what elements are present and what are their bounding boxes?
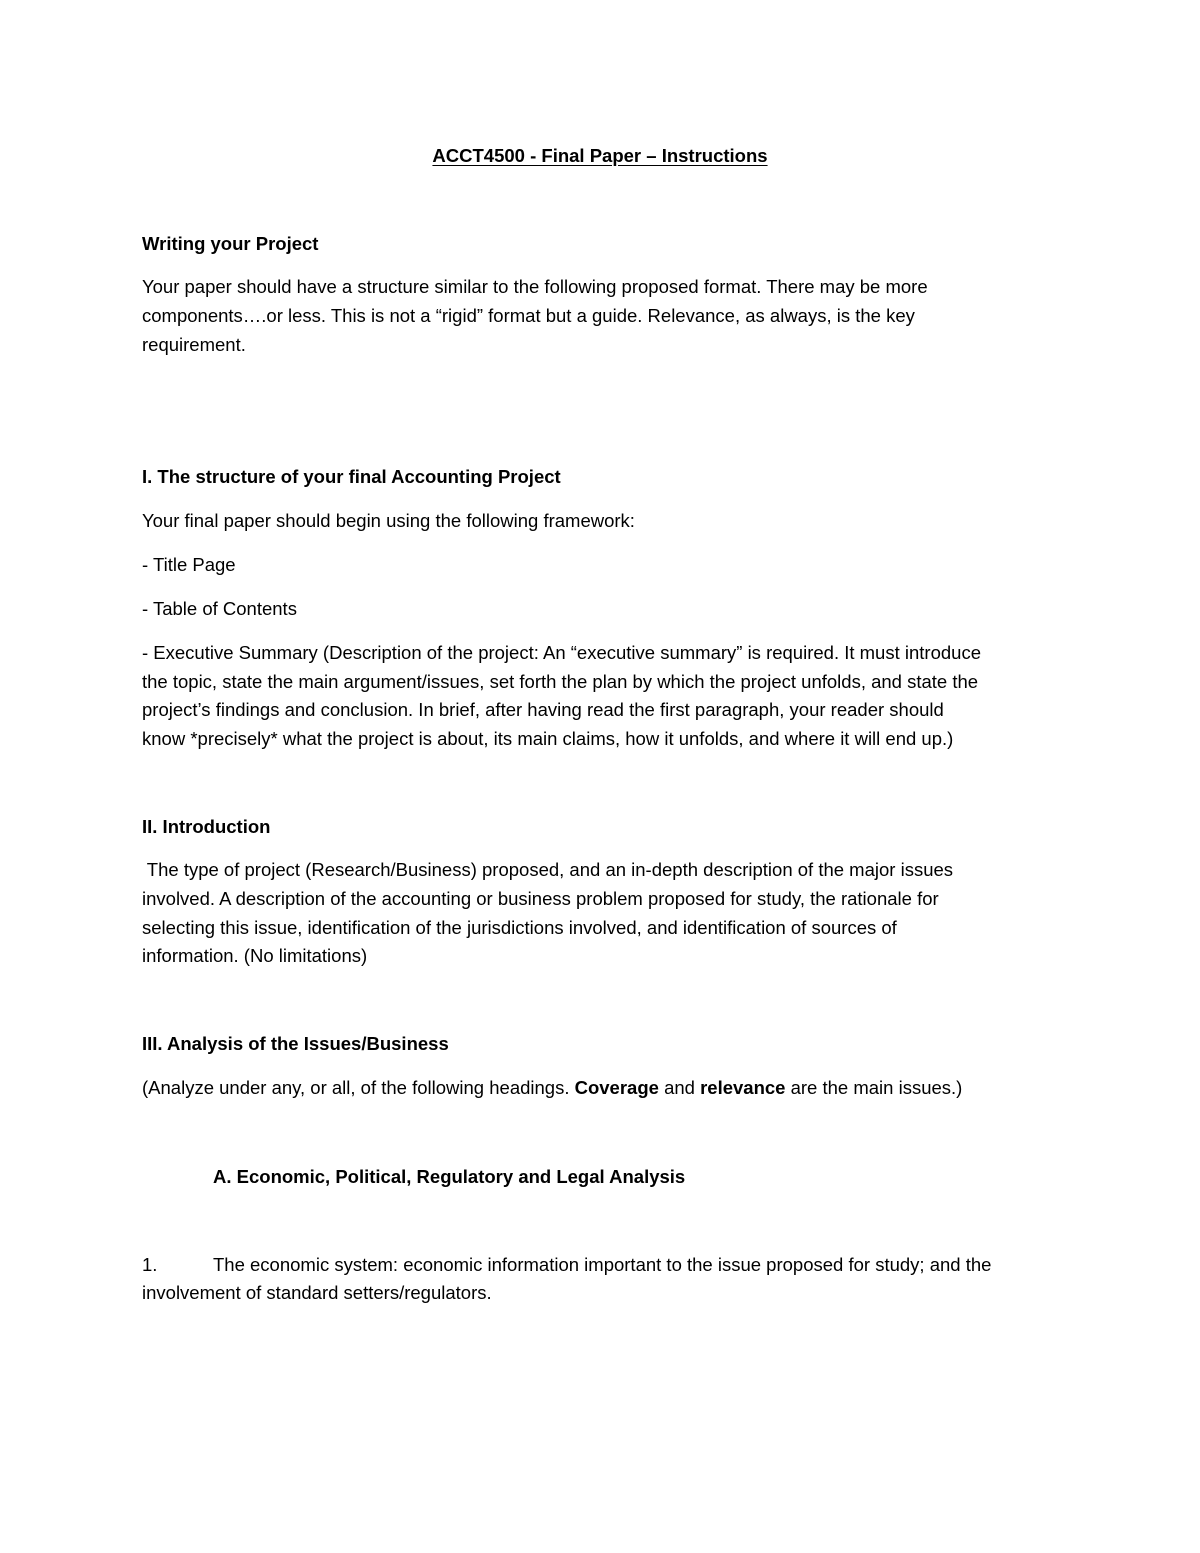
analysis-note-text: are the main issues.): [785, 1077, 963, 1098]
analysis-note-coverage: Coverage: [574, 1077, 659, 1098]
analysis-note: [142, 1079, 962, 1098]
intro-line: Your paper should have a structure similar to the following proposed format. There may be more: [142, 276, 928, 297]
intro-line: requirement.: [142, 334, 246, 355]
introduction-line: selecting this issue, identification of the jurisdictions involved, and identification of sources of: [142, 917, 897, 938]
introduction-line: involved. A description of the accounting or business problem proposed for study, the rationale for: [142, 888, 939, 909]
executive-summary-line: project’s findings and conclusion. In brief, after having read the first paragraph, your reader should: [142, 699, 944, 720]
page-title: ACCT4500 - Final Paper – Instructions: [432, 145, 768, 166]
analysis-note-text: (Analyze under any, or all, of the following headings.: [142, 1077, 575, 1098]
writing-heading: Writing your Project: [142, 233, 319, 254]
subsection-a-heading: A. Economic, Political, Regulatory and Legal Analysis: [213, 1166, 686, 1187]
section-1-heading: I. The structure of your final Accounting Project: [142, 466, 561, 487]
framework-item-table-of-contents: - Table of Contents: [142, 598, 297, 619]
analysis-note-text: and: [658, 1077, 701, 1098]
numbered-item-1-continuation: involvement of standard setters/regulators.: [142, 1282, 492, 1303]
executive-summary-line: - Executive Summary (Description of the project: An “executive summary” is required. It must introduce: [142, 642, 981, 663]
introduction-line: The type of project (Research/Business) proposed, and an in-depth description of the major issues: [142, 859, 954, 880]
introduction-line: information. (No limitations): [142, 945, 368, 966]
item-number: 1.: [142, 1254, 158, 1275]
section-2-heading: II. Introduction: [142, 816, 271, 837]
section-1-lead: Your final paper should begin using the following framework:: [142, 510, 635, 531]
item-text: The economic system: economic information important to the issue proposed for study; and the: [213, 1254, 992, 1275]
intro-line: components….or less. This is not a “rigid” format but a guide. Relevance, as always, is the key: [142, 305, 915, 326]
framework-item-title-page: - Title Page: [142, 554, 236, 575]
section-3-heading: III. Analysis of the Issues/Business: [142, 1033, 449, 1054]
numbered-item-1: [142, 1256, 991, 1275]
executive-summary-line: the topic, state the main argument/issues, set forth the plan by which the project unfolds, and state the: [142, 671, 979, 692]
analysis-note-relevance: relevance: [700, 1077, 786, 1098]
executive-summary-line: know *precisely* what the project is about, its main claims, how it unfolds, and where it will end up.): [142, 728, 954, 749]
